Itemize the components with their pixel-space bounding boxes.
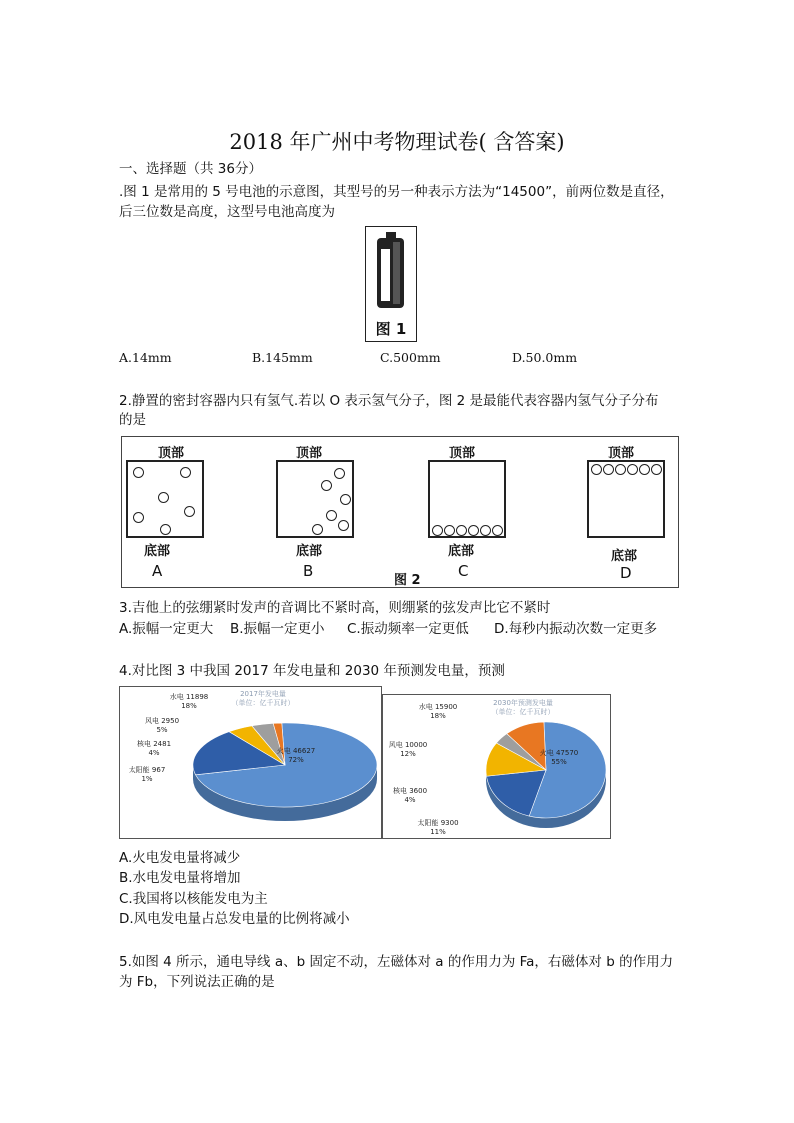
label-2017-wind-percent: 5% bbox=[156, 726, 168, 734]
label-2030-solar-value: 9300 bbox=[440, 819, 459, 827]
label-2030-wind-name: 风电 bbox=[388, 741, 403, 749]
figure-1-label: 图 1 bbox=[375, 320, 407, 338]
pie-2017-svg bbox=[120, 687, 381, 838]
label-2017-solar-percent: 1% bbox=[141, 775, 153, 783]
container-b-top-label: 顶部 bbox=[296, 446, 323, 461]
q4-option-c: C.我国将以核能发电为主 bbox=[119, 891, 268, 907]
label-2017-solar-value: 967 bbox=[151, 766, 166, 774]
label-2017-hydro-percent: 18% bbox=[181, 702, 197, 710]
chart-2017-subtitle: （单位：亿千瓦时） bbox=[231, 699, 295, 707]
battery-icon bbox=[366, 227, 416, 319]
label-2030-solar bbox=[411, 819, 465, 837]
q1-text-line1: .图 1 是常用的 5 号电池的示意图，其型号的另一种表示方法为“14500”，前两位数是直径， bbox=[119, 184, 674, 200]
label-2017-wind-name: 风电 bbox=[144, 717, 159, 725]
label-2030-nuclear-percent: 4% bbox=[404, 796, 416, 804]
container-d-bottom-label: 底部 bbox=[611, 549, 638, 564]
q3-option-a: A.振幅一定更大 bbox=[119, 621, 214, 637]
label-2030-nuclear-value: 3600 bbox=[409, 787, 428, 795]
label-2017-wind bbox=[138, 717, 186, 735]
label-2017-nuclear-percent: 4% bbox=[148, 749, 160, 757]
q5-text-line2: 为 Fb，下列说法正确的是 bbox=[119, 974, 275, 990]
label-2017-thermal-name: 火电 bbox=[276, 747, 291, 755]
figure-1-battery bbox=[365, 226, 417, 342]
label-2030-hydro bbox=[411, 703, 465, 721]
q3-text: 3.吉他上的弦绷紧时发声的音调比不紧时高，则绷紧的弦发声比它不紧时 bbox=[119, 600, 551, 616]
label-2017-wind-value: 2950 bbox=[161, 717, 180, 725]
choice-c: C bbox=[458, 562, 469, 580]
q4-option-d: D.风电发电量占总发电量的比例将减小 bbox=[119, 911, 350, 927]
label-2030-hydro-percent: 18% bbox=[430, 712, 446, 720]
q2-text-line2: 的是 bbox=[119, 412, 146, 428]
chart-2017-title: 2017年发电量 bbox=[240, 690, 286, 698]
label-2017-thermal bbox=[272, 747, 320, 765]
q3-option-d: D.每秒内振动次数一定更多 bbox=[494, 621, 658, 637]
q4-option-a: A.火电发电量将减少 bbox=[119, 850, 241, 866]
figure-2 bbox=[121, 436, 679, 588]
label-2030-hydro-value: 15900 bbox=[434, 703, 458, 711]
label-2030-hydro-name: 水电 bbox=[418, 703, 433, 711]
label-2030-thermal-value: 47570 bbox=[555, 749, 579, 757]
q1-option-d: D.50.0mm bbox=[512, 350, 578, 365]
q5-text-line1: 5.如图 4 所示，通电导线 a、b 固定不动，左磁体对 a 的作用力为 Fa，右磁体对 b 的作用力 bbox=[119, 954, 674, 970]
label-2017-nuclear bbox=[130, 740, 178, 758]
label-2017-solar bbox=[122, 766, 172, 784]
label-2030-nuclear-name: 核电 bbox=[392, 787, 407, 795]
section-heading: 一、选择题（共 36分） bbox=[119, 161, 262, 177]
container-d-top-label: 顶部 bbox=[608, 446, 635, 461]
container-a bbox=[126, 460, 204, 538]
container-a-bottom-label: 底部 bbox=[144, 544, 171, 559]
label-2030-wind bbox=[383, 741, 433, 759]
q1-option-c: C.500mm bbox=[380, 350, 441, 365]
q2-text-line1: 2.静置的密封容器内只有氢气.若以 O 表示氢气分子，图 2 是最能代表容器内氢气分子分布 bbox=[119, 393, 659, 409]
label-2017-thermal-value: 46627 bbox=[292, 747, 316, 755]
choice-b: B bbox=[303, 562, 314, 580]
container-c bbox=[428, 460, 506, 538]
q3-option-b: B.振幅一定更小 bbox=[230, 621, 325, 637]
label-2030-thermal bbox=[535, 749, 583, 767]
container-b bbox=[276, 460, 354, 538]
q1-option-b: B.145mm bbox=[252, 350, 313, 365]
label-2030-thermal-name: 火电 bbox=[539, 749, 554, 757]
page-title: 2018 年广州中考物理试卷( 含答案) bbox=[229, 130, 565, 154]
q1-text-line2: 后三位数是高度，这型号电池高度为 bbox=[119, 204, 335, 220]
label-2030-wind-value: 10000 bbox=[404, 741, 428, 749]
label-2017-thermal-percent: 72% bbox=[288, 756, 304, 764]
label-2017-nuclear-name: 核电 bbox=[136, 740, 151, 748]
q1-option-a: A.14mm bbox=[119, 350, 172, 365]
label-2017-hydro-name: 水电 bbox=[169, 693, 184, 701]
container-a-top-label: 顶部 bbox=[158, 446, 185, 461]
choice-d: D bbox=[620, 564, 632, 582]
container-c-bottom-label: 底部 bbox=[448, 544, 475, 559]
pie-chart-2030 bbox=[382, 694, 611, 839]
q3-option-c: C.振动频率一定更低 bbox=[347, 621, 469, 637]
q4-text: 4.对比图 3 中我国 2017 年发电量和 2030 年预测发电量，预测 bbox=[119, 663, 505, 679]
chart-2030-title: 2030年预测发电量 bbox=[493, 699, 553, 707]
label-2030-wind-percent: 12% bbox=[400, 750, 416, 758]
pie-chart-2017 bbox=[119, 686, 382, 839]
chart-2030-subtitle: （单位：亿千瓦时） bbox=[491, 708, 555, 716]
label-2017-solar-name: 太阳能 bbox=[128, 766, 150, 774]
container-d bbox=[587, 460, 665, 538]
label-2017-hydro-value: 11898 bbox=[185, 693, 209, 701]
choice-a: A bbox=[152, 562, 163, 580]
label-2017-hydro bbox=[162, 693, 216, 711]
container-c-top-label: 顶部 bbox=[449, 446, 476, 461]
label-2030-solar-percent: 11% bbox=[430, 828, 446, 836]
label-2030-nuclear bbox=[385, 787, 435, 805]
label-2017-nuclear-value: 2481 bbox=[153, 740, 172, 748]
container-b-bottom-label: 底部 bbox=[296, 544, 323, 559]
label-2030-solar-name: 太阳能 bbox=[417, 819, 439, 827]
label-2030-thermal-percent: 55% bbox=[551, 758, 567, 766]
figure-2-label: 图 2 bbox=[394, 573, 421, 588]
q4-option-b: B.水电发电量将增加 bbox=[119, 870, 241, 886]
